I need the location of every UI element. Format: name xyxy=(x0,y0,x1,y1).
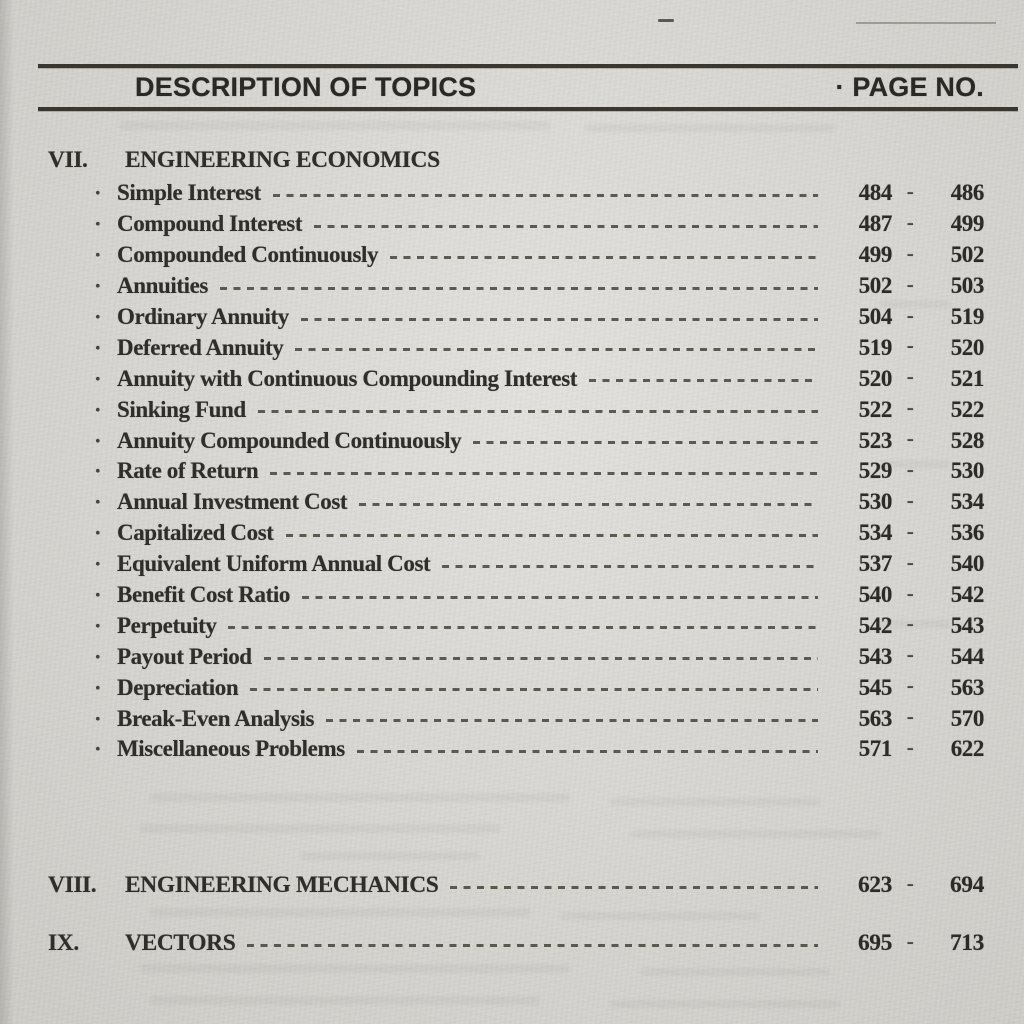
end-page: 542 xyxy=(950,582,984,608)
dotted-leader xyxy=(589,379,818,382)
end-page: 570 xyxy=(950,705,984,731)
end-page: 694 xyxy=(949,872,984,899)
table-of-contents xyxy=(40,142,984,962)
page-range-separator: - xyxy=(906,611,914,636)
toc-item-row xyxy=(40,302,984,333)
toc-item-row xyxy=(40,332,984,363)
bullet-dot-icon: · xyxy=(94,612,101,638)
bleed-through-smudge xyxy=(640,968,830,976)
bleed-through-smudge xyxy=(880,620,950,628)
start-page: 537 xyxy=(858,551,892,577)
toc-item-row xyxy=(40,394,984,425)
end-page: 503 xyxy=(950,273,984,299)
topic-label: Payout Period xyxy=(117,643,252,669)
topic-label: Simple Interest xyxy=(117,180,261,206)
end-page: 502 xyxy=(950,242,984,268)
topic-label: Capitalized Cost xyxy=(117,520,274,546)
start-page: 571 xyxy=(858,736,892,762)
end-page: 534 xyxy=(950,489,984,515)
start-page: 487 xyxy=(858,211,892,237)
page-range-separator: - xyxy=(906,426,914,451)
page-range-separator: - xyxy=(906,734,914,759)
bullet-dot-icon: · xyxy=(94,520,101,546)
end-page: 543 xyxy=(950,612,984,638)
section-numeral: VII. xyxy=(48,146,88,173)
start-page: 519 xyxy=(858,334,892,360)
scan-speck xyxy=(658,19,674,22)
bleed-through-smudge xyxy=(120,121,550,130)
toc-item-row xyxy=(40,425,984,456)
start-page: 623 xyxy=(857,872,892,899)
toc-item-row xyxy=(40,549,984,580)
page-range-separator: - xyxy=(906,580,914,605)
toc-item-row xyxy=(40,580,984,611)
start-page: 504 xyxy=(858,304,892,329)
dotted-leader xyxy=(247,944,818,947)
topic-label: Ordinary Annuity xyxy=(117,304,289,329)
topic-label: Annuity Compounded Continuously xyxy=(117,427,462,453)
start-page: 534 xyxy=(858,520,892,546)
end-page: 519 xyxy=(950,304,984,329)
bullet-dot-icon: · xyxy=(94,334,101,360)
bleed-through-smudge xyxy=(150,908,530,917)
start-page: 530 xyxy=(858,489,892,515)
page-range-separator: - xyxy=(906,395,914,420)
dotted-leader xyxy=(258,410,818,413)
dotted-leader xyxy=(314,225,818,228)
topic-label: Annuities xyxy=(117,273,208,299)
start-page: 522 xyxy=(858,396,892,422)
dotted-leader xyxy=(264,657,818,660)
bleed-through-smudge xyxy=(560,912,760,920)
page-range-separator: - xyxy=(906,209,914,234)
start-page: 484 xyxy=(858,180,892,206)
section-title: VECTORS xyxy=(125,930,236,957)
start-page: 499 xyxy=(858,242,892,268)
bullet-dot-icon: · xyxy=(94,396,101,422)
toc-item-row xyxy=(40,672,984,703)
section-title: ENGINEERING MECHANICS xyxy=(125,872,439,899)
description-of-topics-header: DESCRIPTION OF TOPICS xyxy=(135,71,477,102)
start-page: 520 xyxy=(858,365,892,391)
bullet-dot-icon: · xyxy=(94,273,101,299)
page-range-separator: - xyxy=(906,456,914,481)
start-page: 523 xyxy=(858,427,892,453)
end-page: 563 xyxy=(950,674,984,700)
page-range-separator: - xyxy=(906,549,914,574)
end-page: 499 xyxy=(950,211,984,237)
end-page: 530 xyxy=(950,458,984,484)
end-page: 544 xyxy=(950,643,984,669)
bleed-through-smudge xyxy=(140,964,570,973)
bullet-dot-icon: · xyxy=(94,705,101,731)
end-page: 521 xyxy=(950,365,984,391)
start-page: 545 xyxy=(858,674,892,700)
start-page: 529 xyxy=(858,458,892,484)
bullet-dot-icon: · xyxy=(94,304,101,329)
page-range-separator: - xyxy=(906,333,914,358)
end-page: 536 xyxy=(950,520,984,546)
topic-label: Deferred Annuity xyxy=(117,334,284,360)
dotted-leader xyxy=(450,886,818,889)
header-rule-top xyxy=(38,64,1018,68)
table-header xyxy=(38,70,984,104)
end-page: 622 xyxy=(950,736,984,762)
bleed-through-smudge xyxy=(150,996,540,1005)
topic-label: Annuity with Continuous Compounding Interest xyxy=(117,365,577,391)
page-range-separator: - xyxy=(906,704,914,729)
header-rule-bottom xyxy=(38,107,1018,111)
toc-item-row xyxy=(40,209,984,240)
page-no-header: · PAGE NO. xyxy=(835,71,984,102)
bleed-through-smudge xyxy=(585,124,835,132)
toc-item-row xyxy=(40,703,984,734)
topic-label: Depreciation xyxy=(117,674,239,700)
bullet-dot-icon: · xyxy=(94,736,101,762)
page-range-separator: - xyxy=(906,364,914,389)
toc-item-row xyxy=(40,178,984,209)
bullet-dot-icon: · xyxy=(94,643,101,669)
end-page: 713 xyxy=(949,930,984,957)
section-numeral: VIII. xyxy=(48,872,97,899)
dotted-leader xyxy=(326,719,818,722)
dotted-leader xyxy=(473,441,818,444)
page-range-separator: - xyxy=(906,673,914,698)
dotted-leader xyxy=(286,534,818,537)
end-page: 540 xyxy=(950,551,984,577)
toc-item-row xyxy=(40,487,984,518)
page-range-separator: - xyxy=(906,871,914,896)
bleed-through-smudge xyxy=(300,852,480,860)
topic-label: Perpetuity xyxy=(117,612,217,638)
toc-item-row xyxy=(40,641,984,672)
bullet-dot-icon: · xyxy=(94,582,101,608)
page-range-separator: - xyxy=(906,487,914,512)
page-range-separator: - xyxy=(906,271,914,296)
topic-label: Compound Interest xyxy=(117,211,303,237)
topic-label: Miscellaneous Problems xyxy=(117,736,345,762)
page-range-separator: - xyxy=(906,929,914,954)
end-page: 522 xyxy=(950,396,984,422)
section-title: ENGINEERING ECONOMICS xyxy=(125,146,440,173)
bullet-dot-icon: · xyxy=(94,458,101,484)
page-range-separator: - xyxy=(906,240,914,265)
dotted-leader xyxy=(220,287,818,290)
section-gap xyxy=(40,765,984,868)
toc-item-row xyxy=(40,456,984,487)
bleed-through-smudge xyxy=(140,824,500,833)
end-page: 486 xyxy=(950,180,984,206)
start-page: 542 xyxy=(858,612,892,638)
bullet-dot-icon: · xyxy=(94,427,101,453)
bullet-dot-icon: · xyxy=(94,211,101,237)
topic-label: Equivalent Uniform Annual Cost xyxy=(117,551,431,577)
bleed-through-smudge xyxy=(610,1000,840,1008)
end-page: 520 xyxy=(950,334,984,360)
bullet-dot-icon: · xyxy=(94,180,101,206)
bullet-dot-icon: · xyxy=(94,674,101,700)
bleed-through-smudge xyxy=(880,300,950,308)
dotted-leader xyxy=(273,194,818,197)
scan-stray-line xyxy=(856,22,996,24)
page-range-separator: - xyxy=(906,178,914,203)
toc-section-row xyxy=(40,868,984,904)
start-page: 543 xyxy=(858,643,892,669)
page-range-separator: - xyxy=(906,518,914,543)
toc-item-row xyxy=(40,518,984,549)
page-range-separator: - xyxy=(906,642,914,667)
topic-label: Rate of Return xyxy=(117,458,259,484)
dotted-leader xyxy=(302,596,818,599)
start-page: 695 xyxy=(857,930,892,957)
toc-section-row xyxy=(40,142,984,178)
start-page: 563 xyxy=(858,705,892,731)
dotted-leader xyxy=(270,472,818,475)
toc-item-row xyxy=(40,240,984,271)
dotted-leader xyxy=(357,750,818,753)
toc-item-row xyxy=(40,271,984,302)
bullet-dot-icon: · xyxy=(94,489,101,515)
bullet-dot-icon: · xyxy=(94,365,101,391)
dotted-leader xyxy=(295,348,818,351)
dotted-leader xyxy=(228,626,818,629)
bleed-through-smudge xyxy=(610,798,820,806)
toc-item-row xyxy=(40,610,984,641)
page-range-separator: - xyxy=(906,302,914,327)
bleed-through-smudge xyxy=(880,460,950,468)
topic-label: Benefit Cost Ratio xyxy=(117,582,290,608)
start-page: 540 xyxy=(858,582,892,608)
scan-edge-shadow xyxy=(0,0,14,1024)
bleed-through-smudge xyxy=(630,830,880,838)
bleed-through-smudge xyxy=(150,793,570,802)
toc-section-row xyxy=(40,926,984,962)
dotted-leader xyxy=(301,318,818,321)
toc-item-row xyxy=(40,734,984,765)
topic-label: Sinking Fund xyxy=(117,396,246,422)
dotted-leader xyxy=(359,503,818,506)
dotted-leader xyxy=(250,688,818,691)
dotted-leader xyxy=(442,565,818,568)
bullet-dot-icon: · xyxy=(94,242,101,268)
bullet-dot-icon: · xyxy=(94,551,101,577)
topic-label: Compounded Continuously xyxy=(117,242,379,268)
dotted-leader xyxy=(390,256,818,259)
topic-label: Break-Even Analysis xyxy=(117,705,315,731)
section-numeral: IX. xyxy=(48,930,79,957)
toc-item-row xyxy=(40,363,984,394)
end-page: 528 xyxy=(950,427,984,453)
topic-label: Annual Investment Cost xyxy=(117,489,348,515)
start-page: 502 xyxy=(858,273,892,299)
